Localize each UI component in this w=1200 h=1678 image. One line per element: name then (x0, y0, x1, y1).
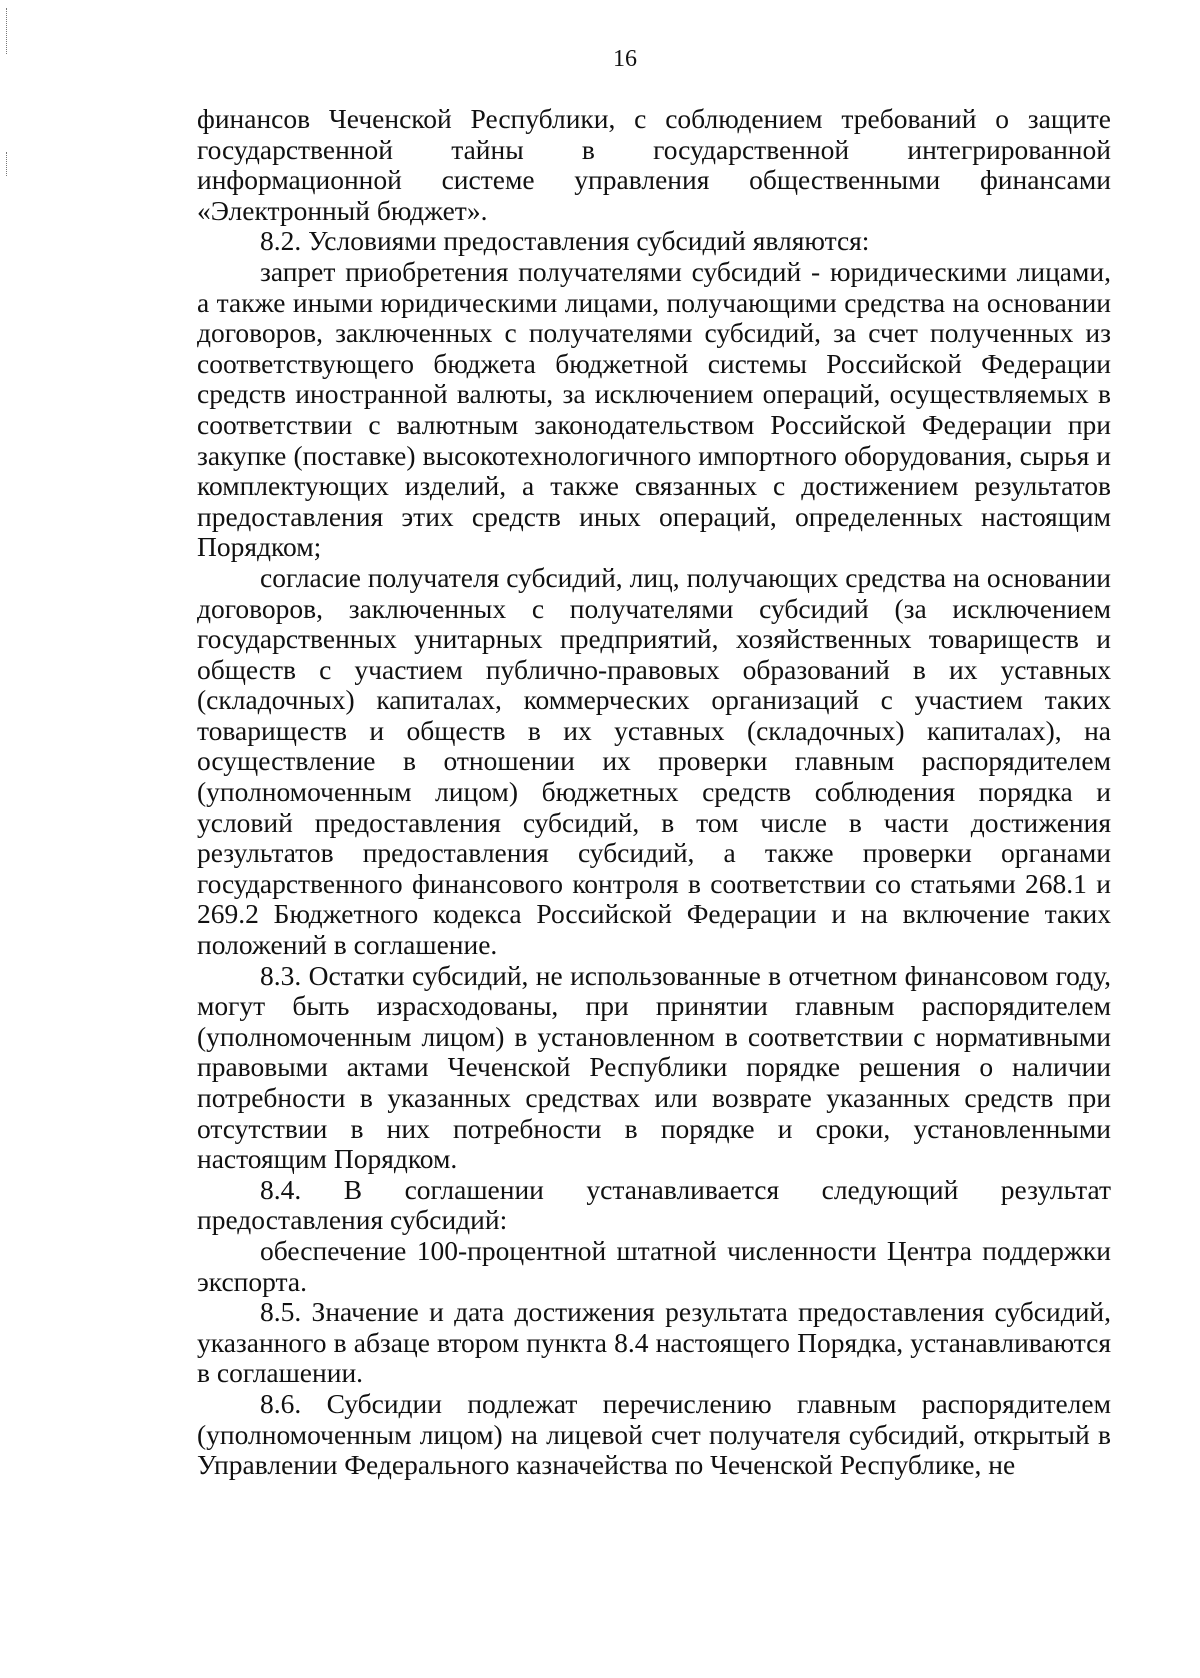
document-body (197, 104, 1111, 1481)
paragraph-condition-consent: согласие получателя субсидий, лиц, получающих средства на основании договоров, заключенных с получателями субсидий (за исключением государственных унитарных предприятий, хозяйственных товариществ и обществ с участием публично-правовых образований в их уставных (складочных) капиталах, коммерческих организаций с участием таких товариществ и обществ в их уставных (складочных) капиталах), на осуществление в отношении их проверки главным распорядителем (уполномоченным лицом) бюджетных средств соблюдения порядка и условий предоставления субсидий, в том числе в части достижения результатов предоставления субсидий, а также проверки органами государственного финансового контроля в соответствии со статьями 268.1 и 269.2 Бюджетного кодекса Российской Федерации и на включение таких положений в соглашение. (197, 561, 1111, 961)
paragraph-condition-currency-ban: запрет приобретения получателями субсидий - юридическими лицами, а также иными юридическими лицами, получающими средства на основании договоров, заключенных с получателями субсидий, за счет полученных из соответствующего бюджета бюджетной системы Российской Федерации средств иностранной валюты, за исключением операций, осуществляемых в соответствии с валютным законодательством Российской Федерации при закупке (поставке) высокотехнологичного импортного оборудования, сырья и комплектующих изделий, а также связанных с достижением результатов предоставления этих средств иных операций, определенных настоящим Порядком; (197, 255, 1111, 563)
scan-margin-mark (6, 152, 8, 176)
paragraph-8-5: 8.5. Значение и дата достижения результата предоставления субсидий, указанного в абзаце втором пункта 8.4 настоящего Порядка, устанавливаются в соглашении. (197, 1296, 1111, 1389)
paragraph-8-6: 8.6. Субсидии подлежат перечислению главным распорядителем (уполномоченным лицом) на лицевой счет получателя субсидий, открытый в Управлении Федерального казначейства по Чеченской Республике, не (197, 1387, 1111, 1481)
paragraph-8-2: 8.2. Условиями предоставления субсидий являются: (260, 225, 870, 257)
paragraph-8-3: 8.3. Остатки субсидий, не использованные в отчетном финансовом году, могут быть израсходованы, при принятии главным распорядителем (уполномоченным лицом) в установленном в соответствии с нормативными правовыми актами Чеченской Республики порядке решения о наличии потребности в указанных средствах или возврате указанных средств при отсутствии в них потребности в порядке и сроки, установленными настоящим Порядком. (197, 959, 1111, 1175)
paragraph-continuation: финансов Чеченской Республики, с соблюдением требований о защите государственной тайны в государственной интегрированной информационной системе управления общественными финансами «Электронный бюджет». (197, 103, 1111, 226)
page-number: 16 (613, 46, 637, 72)
paragraph-result: обеспечение 100-процентной штатной численности Центра поддержки экспорта. (197, 1234, 1111, 1297)
paragraph-8-4: 8.4. В соглашении устанавливается следующий результат предоставления субсидий: (197, 1173, 1111, 1236)
